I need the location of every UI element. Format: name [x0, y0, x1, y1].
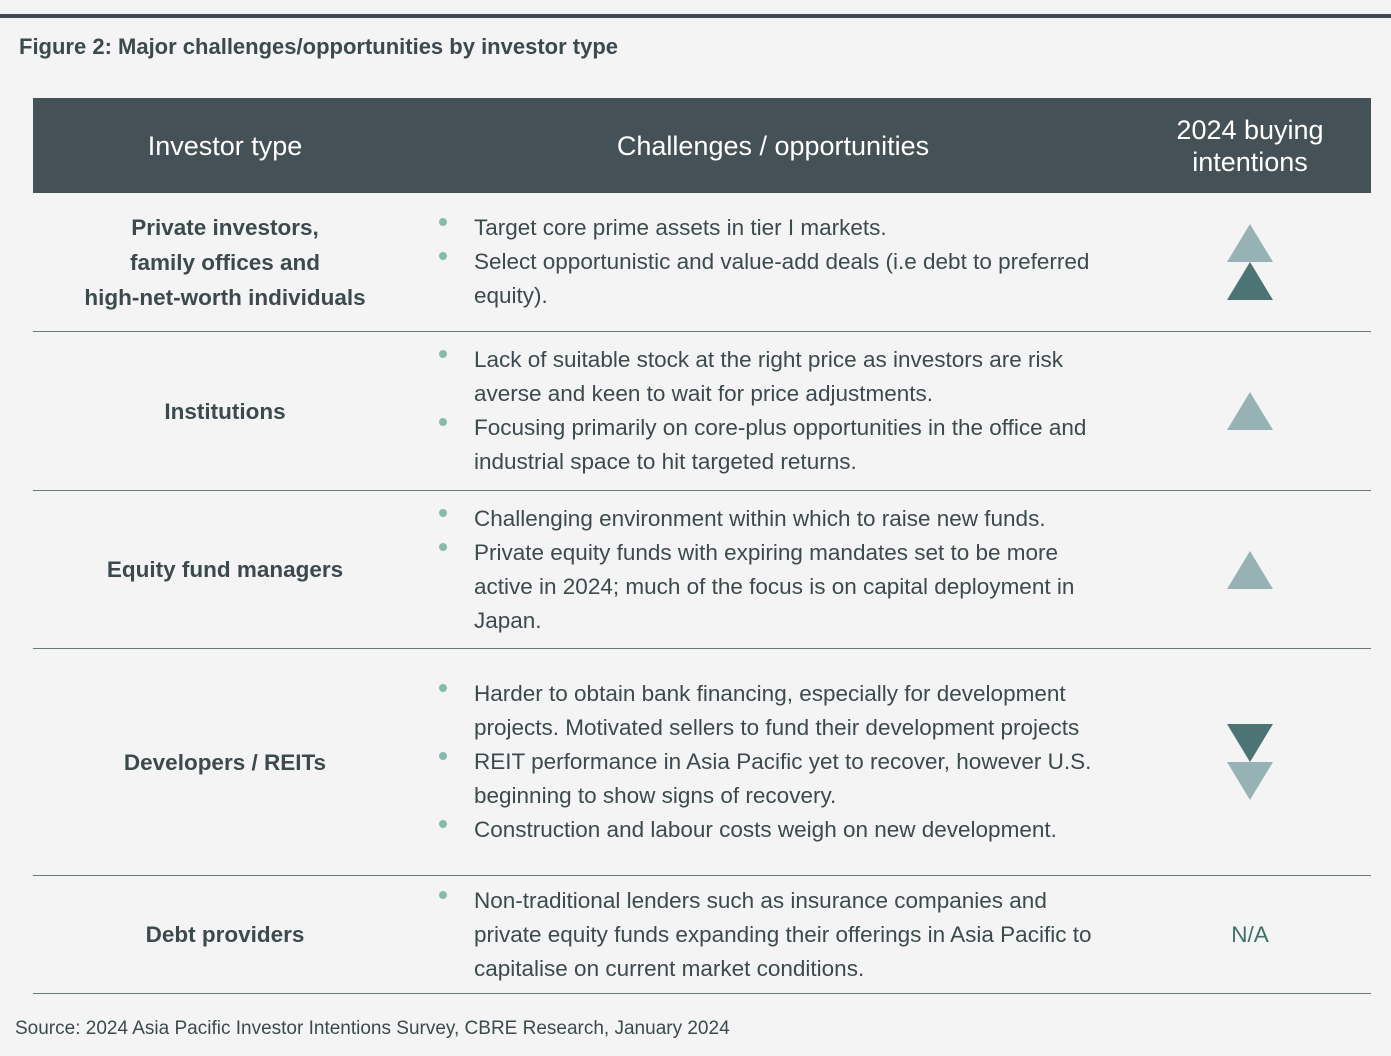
- investor-type-line: Equity fund managers: [106, 557, 344, 582]
- header-challenges: Challenges / opportunities: [616, 130, 930, 161]
- challenges-list: [439, 343, 1129, 479]
- header-investor-type: Investor type: [147, 130, 303, 161]
- challenge-item: Lack of suitable stock at the right price as investors are risk averse and keen to wait for price adjustments.: [439, 343, 1114, 411]
- challenge-item: Construction and labour costs weigh on new development.: [439, 813, 1114, 847]
- investor-type-line: high-net-worth individuals: [84, 284, 366, 310]
- investor-table: [33, 98, 1371, 994]
- top-rule: [0, 14, 1391, 18]
- challenge-item: Target core prime assets in tier I markets.: [439, 211, 1114, 245]
- challenge-item: Focusing primarily on core-plus opportunities in the office and industrial space to hit targeted returns.: [439, 411, 1114, 479]
- table-row: [33, 193, 1371, 332]
- challenge-item: Select opportunistic and value-add deals (i.e debt to preferred equity).: [439, 245, 1114, 313]
- challenges-list: [439, 884, 1129, 986]
- challenge-item: Private equity funds with expiring mandates set to be more active in 2024; much of the focus is on capital deployment in Japan.: [439, 536, 1114, 638]
- challenges-list: [439, 677, 1129, 847]
- arrow-up-light-icon: [1227, 224, 1273, 262]
- table-header: [33, 98, 1371, 193]
- challenges-list: [439, 211, 1129, 313]
- buying-intention-cell: [1129, 392, 1371, 430]
- challenges-cell: [417, 884, 1129, 986]
- buying-intention-cell: [1129, 224, 1371, 300]
- arrow-down-dark-icon: [1227, 724, 1273, 762]
- header-intentions: [1129, 114, 1371, 178]
- investor-type-line: Debt providers: [145, 922, 305, 947]
- buying-intention-cell: [1129, 922, 1371, 948]
- challenges-cell: [417, 502, 1129, 638]
- investor-type-cell: [33, 210, 417, 315]
- investor-type-line: Institutions: [164, 398, 286, 424]
- table-row: [33, 649, 1371, 876]
- header-intentions-line2: intentions: [1192, 146, 1308, 177]
- arrow-up-dark-icon: [1227, 262, 1273, 300]
- arrow-up-light-icon: [1227, 392, 1273, 430]
- challenges-list: [439, 502, 1129, 638]
- challenges-cell: [417, 343, 1129, 479]
- challenges-cell: [417, 211, 1129, 313]
- table-body: [33, 193, 1371, 994]
- buying-intention-cell: [1129, 551, 1371, 589]
- challenge-item: Harder to obtain bank financing, especially for development projects. Motivated sellers to fund their development projects: [439, 677, 1114, 745]
- investor-type-cell: [33, 745, 417, 780]
- arrow-down-light-icon: [1227, 762, 1273, 800]
- table-row: [33, 491, 1371, 649]
- investor-type-line: Private investors,: [131, 214, 319, 240]
- header-intentions-line1: 2024 buying: [1176, 114, 1324, 145]
- arrow-up-light-icon: [1227, 551, 1273, 589]
- challenge-item: Challenging environment within which to raise new funds.: [439, 502, 1114, 536]
- intention-na-label: N/A: [1231, 921, 1269, 947]
- challenge-item: Non-traditional lenders such as insurance companies and private equity funds expanding their offerings in Asia Pacific to capitalise on current market conditions.: [439, 884, 1114, 986]
- table-row: [33, 876, 1371, 994]
- figure-title: Figure 2: Major challenges/opportunities by investor type: [19, 34, 618, 59]
- investor-type-cell: [33, 394, 417, 429]
- investor-type-line: family offices and: [129, 249, 321, 275]
- source-note: Source: 2024 Asia Pacific Investor Intentions Survey, CBRE Research, January 2024: [15, 1018, 730, 1039]
- investor-type-cell: [33, 917, 417, 952]
- investor-type-line: Developers / REITs: [123, 749, 327, 775]
- investor-type-cell: [33, 552, 417, 587]
- challenge-item: REIT performance in Asia Pacific yet to recover, however U.S. beginning to show signs of recovery.: [439, 745, 1114, 813]
- challenges-cell: [417, 677, 1129, 847]
- buying-intention-cell: [1129, 724, 1371, 800]
- table-row: [33, 332, 1371, 491]
